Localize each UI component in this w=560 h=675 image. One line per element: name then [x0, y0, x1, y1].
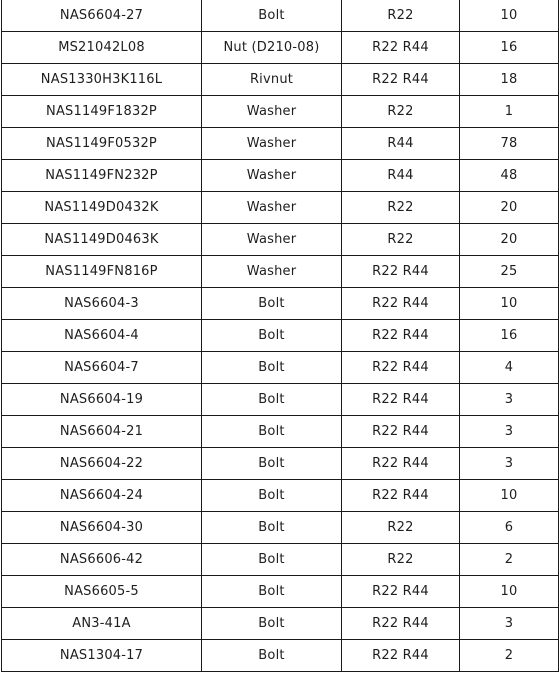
quantity-cell: 4: [460, 352, 559, 384]
models-cell: R22: [342, 512, 460, 544]
models-cell: R22: [342, 192, 460, 224]
models-cell: R22 R44: [342, 256, 460, 288]
description-cell: Bolt: [202, 480, 342, 512]
table-row: [2, 448, 559, 480]
part-number-cell: NAS6604-3: [2, 288, 202, 320]
part-number-cell: NAS6604-4: [2, 320, 202, 352]
quantity-cell: 16: [460, 320, 559, 352]
part-number-cell: NAS6604-22: [2, 448, 202, 480]
description-cell: Bolt: [202, 320, 342, 352]
description-cell: Bolt: [202, 384, 342, 416]
models-cell: R22: [342, 544, 460, 576]
description-cell: Washer: [202, 128, 342, 160]
description-cell: Bolt: [202, 576, 342, 608]
models-cell: R22 R44: [342, 288, 460, 320]
quantity-cell: 10: [460, 0, 559, 32]
quantity-cell: 3: [460, 608, 559, 640]
models-cell: R22 R44: [342, 352, 460, 384]
quantity-cell: 2: [460, 544, 559, 576]
models-cell: R22 R44: [342, 64, 460, 96]
part-number-cell: NAS6606-42: [2, 544, 202, 576]
models-cell: R22 R44: [342, 640, 460, 672]
part-number-cell: AN3-41A: [2, 608, 202, 640]
models-cell: R22 R44: [342, 576, 460, 608]
description-cell: Bolt: [202, 512, 342, 544]
description-cell: Bolt: [202, 0, 342, 32]
table-row: [2, 128, 559, 160]
models-cell: R22: [342, 0, 460, 32]
part-number-cell: MS21042L08: [2, 32, 202, 64]
models-cell: R22: [342, 96, 460, 128]
table-row: [2, 544, 559, 576]
part-number-cell: NAS1330H3K116L: [2, 64, 202, 96]
models-cell: R44: [342, 128, 460, 160]
table-row: [2, 416, 559, 448]
quantity-cell: 10: [460, 480, 559, 512]
table-row: [2, 576, 559, 608]
part-number-cell: NAS1149F0532P: [2, 128, 202, 160]
quantity-cell: 16: [460, 32, 559, 64]
description-cell: Bolt: [202, 352, 342, 384]
quantity-cell: 1: [460, 96, 559, 128]
part-number-cell: NAS1304-17: [2, 640, 202, 672]
models-cell: R22 R44: [342, 416, 460, 448]
part-number-cell: NAS6604-19: [2, 384, 202, 416]
table-row: [2, 512, 559, 544]
quantity-cell: 10: [460, 576, 559, 608]
part-number-cell: NAS1149FN816P: [2, 256, 202, 288]
table-row: [2, 384, 559, 416]
quantity-cell: 3: [460, 416, 559, 448]
description-cell: Washer: [202, 192, 342, 224]
description-cell: Bolt: [202, 608, 342, 640]
part-number-cell: NAS1149D0432K: [2, 192, 202, 224]
quantity-cell: 20: [460, 192, 559, 224]
quantity-cell: 3: [460, 448, 559, 480]
part-number-cell: NAS6604-7: [2, 352, 202, 384]
quantity-cell: 10: [460, 288, 559, 320]
models-cell: R22 R44: [342, 320, 460, 352]
table-row: [2, 288, 559, 320]
table-row: [2, 32, 559, 64]
part-number-cell: NAS6605-5: [2, 576, 202, 608]
table-row: [2, 256, 559, 288]
quantity-cell: 6: [460, 512, 559, 544]
part-number-cell: NAS1149FN232P: [2, 160, 202, 192]
table-row: [2, 320, 559, 352]
table-row: [2, 160, 559, 192]
description-cell: Nut (D210-08): [202, 32, 342, 64]
models-cell: R44: [342, 160, 460, 192]
part-number-cell: NAS6604-27: [2, 0, 202, 32]
description-cell: Washer: [202, 96, 342, 128]
part-number-cell: NAS6604-30: [2, 512, 202, 544]
part-number-cell: NAS6604-24: [2, 480, 202, 512]
table-row: [2, 608, 559, 640]
table-row: [2, 192, 559, 224]
description-cell: Bolt: [202, 416, 342, 448]
models-cell: R22 R44: [342, 480, 460, 512]
models-cell: R22 R44: [342, 384, 460, 416]
parts-table: [1, 0, 559, 672]
models-cell: R22 R44: [342, 448, 460, 480]
description-cell: Rivnut: [202, 64, 342, 96]
table-row: [2, 64, 559, 96]
part-number-cell: NAS6604-21: [2, 416, 202, 448]
description-cell: Bolt: [202, 288, 342, 320]
models-cell: R22 R44: [342, 32, 460, 64]
description-cell: Bolt: [202, 544, 342, 576]
table-row: [2, 480, 559, 512]
description-cell: Washer: [202, 224, 342, 256]
description-cell: Washer: [202, 256, 342, 288]
description-cell: Washer: [202, 160, 342, 192]
part-number-cell: NAS1149D0463K: [2, 224, 202, 256]
description-cell: Bolt: [202, 448, 342, 480]
quantity-cell: 78: [460, 128, 559, 160]
part-number-cell: NAS1149F1832P: [2, 96, 202, 128]
description-cell: Bolt: [202, 640, 342, 672]
table-row: [2, 640, 559, 672]
quantity-cell: 18: [460, 64, 559, 96]
models-cell: R22: [342, 224, 460, 256]
table-row: [2, 224, 559, 256]
table-row: [2, 0, 559, 32]
quantity-cell: 20: [460, 224, 559, 256]
quantity-cell: 2: [460, 640, 559, 672]
table-row: [2, 352, 559, 384]
quantity-cell: 48: [460, 160, 559, 192]
table-row: [2, 96, 559, 128]
quantity-cell: 25: [460, 256, 559, 288]
quantity-cell: 3: [460, 384, 559, 416]
parts-table-body: [2, 0, 559, 672]
models-cell: R22 R44: [342, 608, 460, 640]
